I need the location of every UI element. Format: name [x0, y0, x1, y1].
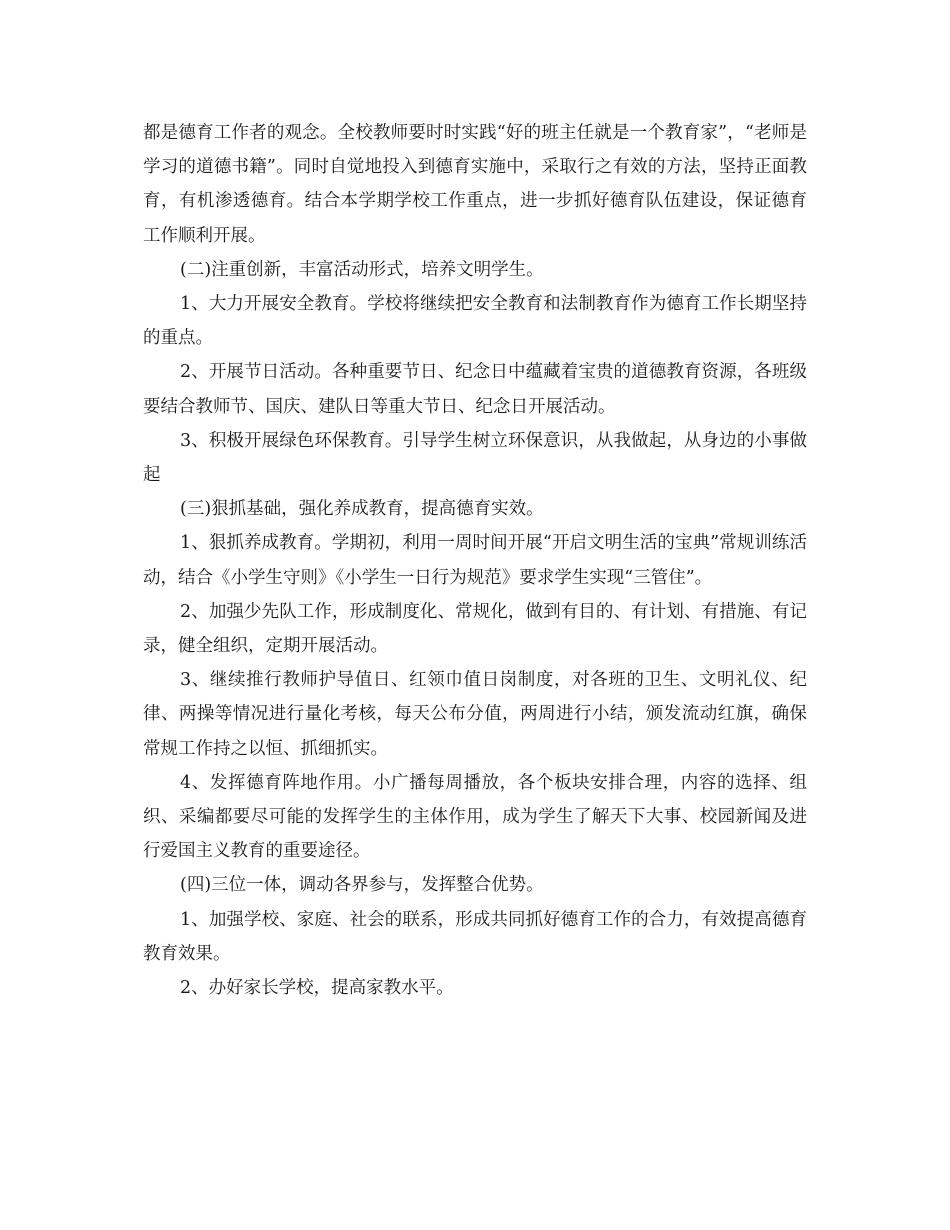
document-body [143, 116, 807, 1005]
section-heading-2: (二)注重创新，丰富活动形式，培养文明学生。 [180, 259, 544, 280]
paragraph-moral-education-platform: 4、发挥德育阵地作用。小广播每周播放，各个板块安排合理，内容的选择、组织、采编都要尽可能的发挥学生的主体作用，成为学生了解天下大事、校园新闻及进行爱国主义教育的重要途径。 [143, 772, 807, 862]
paragraph-holiday-activities: 2、开展节日活动。各种重要节日、纪念日中蕴藏着宝贵的道德教育资源，各班级要结合教师节、国庆、建队日等重大节日、纪念日开展活动。 [143, 362, 807, 417]
paragraph-habit-formation: 1、狠抓养成教育。学期初，利用一周时间开展“开启文明生活的宝典”常规训练活动，结合《小学生守则》《小学生一日行为规范》要求学生实现“三管住”。 [143, 533, 807, 588]
section-heading-4: (四)三位一体，调动各界参与，发挥整合优势。 [180, 875, 544, 896]
paragraph-duty-system: 3、继续推行教师护导值日、红领巾值日岗制度，对各班的卫生、文明礼仪、纪律、两操等情况进行量化考核，每天公布分值，两周进行小结，颁发流动红旗，确保常规工作持之以恒、抓细抓实。 [143, 670, 807, 759]
paragraph-environmental-education: 3、积极开展绿色环保教育。引导学生树立环保意识，从我做起，从身边的小事做起 [143, 430, 807, 486]
paragraph-school-family-society: 1、加强学校、家庭、社会的联系，形成共同抓好德育工作的合力，有效提高德育教育效果。 [143, 909, 807, 964]
paragraph-continuation: 都是德育工作者的观念。全校教师要时时实践“好的班主任就是一个教育家”，“老师是学习的道德书籍”。同时自觉地投入到德育实施中，采取行之有效的方法，坚持正面教育，有机渗透德育。结合本学期学校工作重点，进一步抓好德育队伍建设，保证德育工作顺利开展。 [143, 123, 807, 246]
section-heading-3: (三)狠抓基础，强化养成教育，提高德育实效。 [180, 499, 544, 520]
paragraph-safety-education: 1、大力开展安全教育。学校将继续把安全教育和法制教育作为德育工作长期坚持的重点。 [143, 294, 807, 349]
paragraph-parent-school: 2、办好家长学校，提高家教水平。 [180, 978, 454, 999]
paragraph-young-pioneers: 2、加强少先队工作，形成制度化、常规化，做到有目的、有计划、有措施、有记录，健全组织，定期开展活动。 [143, 601, 807, 657]
